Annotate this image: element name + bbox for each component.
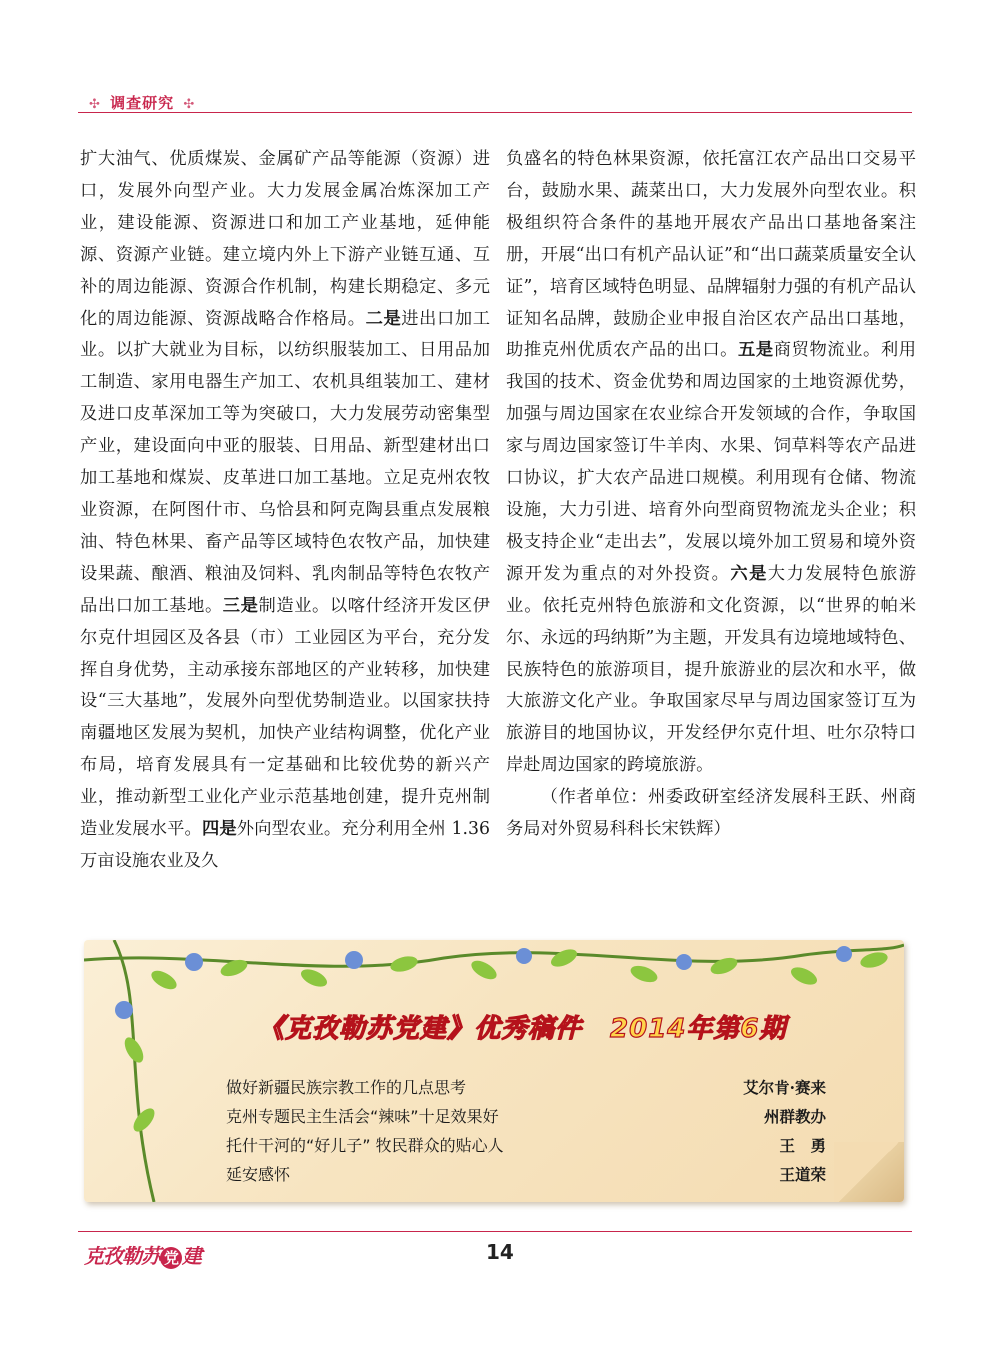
author-byline: （作者单位：州委政研室经济发展科王跃、州商务局对外贸易科科长宋铁辉） <box>506 787 916 840</box>
panel-title: 《克孜勒苏党建》优秀稿件 2014年第6期 <box>258 1014 787 1044</box>
right-column <box>506 144 916 846</box>
header-rule <box>78 112 912 113</box>
page-number: 14 <box>486 1240 514 1264</box>
list-item: 托什干河的“好儿子” 牧民群众的贴心人 王 勇 <box>226 1136 826 1155</box>
page-curl <box>834 1142 904 1202</box>
list-item: 克州专题民主生活会“辣味”十足效果好 州群教办 <box>226 1107 826 1126</box>
body-paragraph: 扩大油气、优质煤炭、金属矿产品等能源（资源）进口，发展外向型产业。大力发展金属冶炼深加工产业，建设能源、资源进口和加工产业基地，延伸能源、资源产业链。建立境内外上下游产业链互通、互补的周边能源、资源合作机制，构建长期稳定、多元化的周边能源、资源战略合作格局。二是进出口加工业。以扩大就业为目标，以纺织服装加工、日用品加工制造、家用电器生产加工、农机具组装加工、建材及进口皮革深加工等为突破口，大力发展劳动密集型产业，建设面向中亚的服装、日用品、新型建材出口加工基地和煤炭、皮革进口加工基地。立足克州农牧业资源，在阿图什市、乌恰县和阿克陶县重点发展粮油、特色林果、畜产品等区域特色农牧产品，加快建设果蔬、酿酒、粮油及饲料、乳肉制品等特色农牧产品出口加工基地。三是制造业。以喀什经济开发区伊尔克什坦园区及各县（市）工业园区为平台，充分发挥自身优势，主动承接东部地区的产业转移，加快建设“三大基地”，发展外向型优势制造业。以国家扶持南疆地区发展为契机，加快产业结构调整，优化产业布局，培育发展具有一定基础和比较优势的新兴产业，推动新型工业化产业示范基地创建，提升克州制造业发展水平。四是外向型农业。充分利用全州 1.36 万亩设施农业及久 <box>80 149 490 871</box>
footer-rule <box>78 1231 912 1232</box>
section-header <box>86 92 198 113</box>
list-item: 做好新疆民族宗教工作的几点思考 艾尔肯·赛来 <box>226 1078 826 1097</box>
list-item: 延安感怀 王道荣 <box>226 1165 826 1184</box>
flower-ornament-icon: ✣ <box>183 97 196 112</box>
article-list <box>226 1073 826 1189</box>
flower-ornament-icon: ✣ <box>89 97 101 112</box>
featured-articles-panel <box>84 940 904 1202</box>
section-title: 调查研究 <box>110 94 175 112</box>
body-paragraph: 负盛名的特色林果资源，依托富江农产品出口交易平台，鼓励水果、蔬菜出口，大力发展外向型农业。积极组织符合条件的基地开展农产品出口基地备案注册，开展“出口有机产品认证”和“出口蔬菜质量安全认证”，培育区域特色明显、品牌辐射力强的有机产品认证知名品牌，鼓励企业申报自治区农产品出口基地，助推克州优质农产品的出口。五是商贸物流业。利用我国的技术、资金优势和周边国家的土地资源优势，加强与周边国家在农业综合开发领域的合作，争取国家与周边国家签订牛羊肉、水果、饲草料等农产品进口协议，扩大农产品进口规模。利用现有仓储、物流设施，大力引进、培育外向型商贸物流龙头企业；积极支持企业“走出去”，发展以境外加工贸易和境外资源开发为重点的对外投资。六是大力发展特色旅游业。依托克州特色旅游和文化资源，以“世界的帕米尔、永远的玛纳斯”为主题，开发具有边境地域特色、民族特色的旅游项目，提升旅游业的层次和水平，做大旅游文化产业。争取国家尽早与周边国家签订互为旅游目的地国协议，开发经伊尔克什坦、吐尔尕特口岸赴周边国家的跨境旅游。 <box>506 149 916 776</box>
left-column <box>80 144 490 878</box>
magazine-logo: 克孜勒苏 党 建 <box>84 1244 201 1268</box>
